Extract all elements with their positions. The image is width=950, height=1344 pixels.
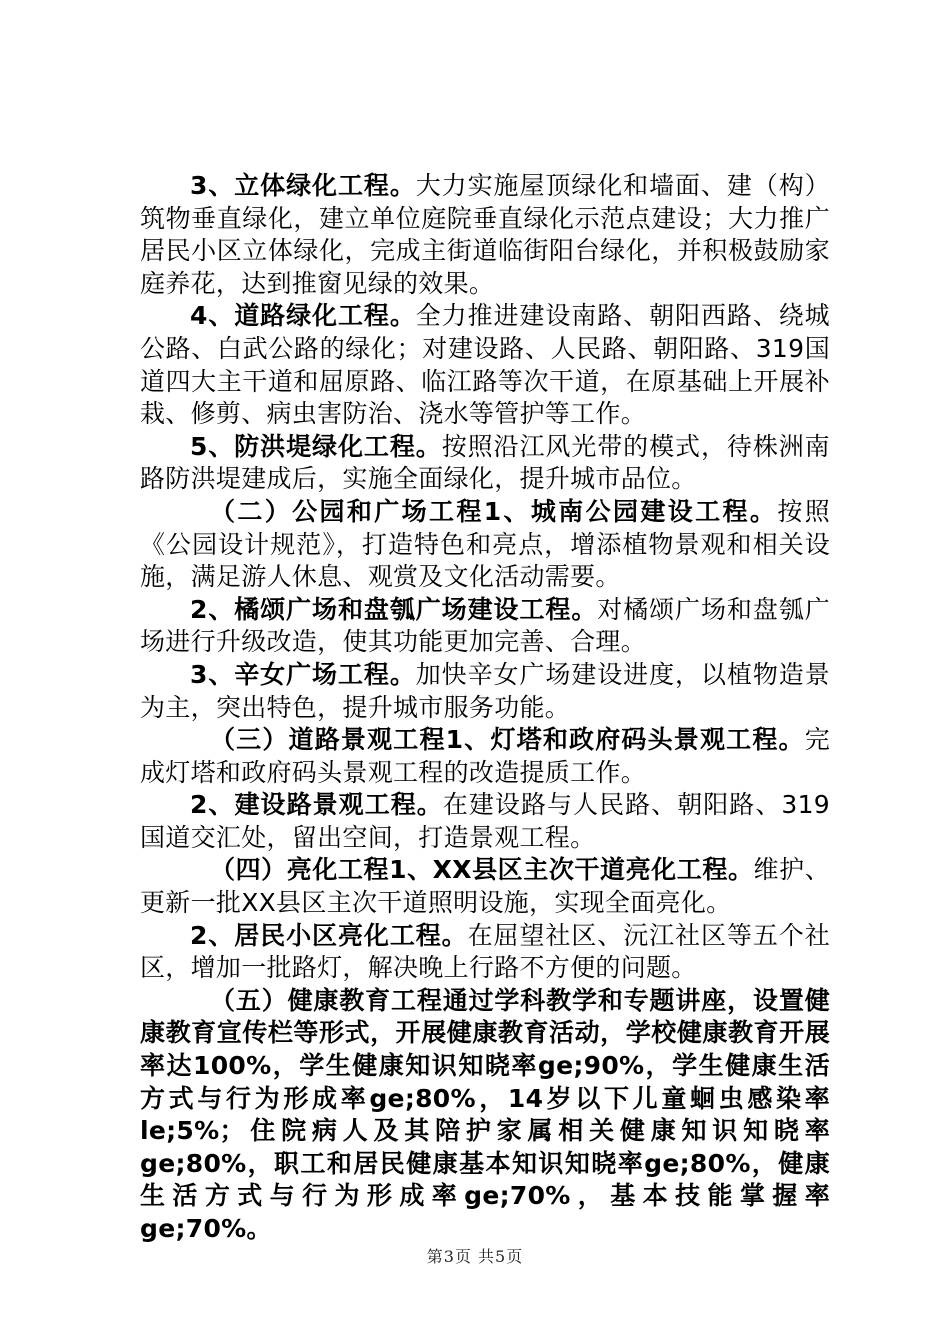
paragraph-heading: 4、道路绿化工程。 [190, 301, 416, 331]
paragraph-3d-greening [140, 170, 830, 300]
paragraph-xinnv-square [140, 659, 830, 724]
paragraph-text: 全力推进建设南路、朝阳西路、绕城公路、白武公路的绿化；对建设路、人民路、朝阳路、319国道四大主干道和屈原路、临江路等次干道，在原基础上开展补栽、修剪、病虫害防治、浇水等管护等工作。 [140, 301, 830, 429]
paragraph-text: 在建设路与人民路、朝阳路、319国道交汇处，留出空间，打造景观工程。 [140, 790, 830, 852]
paragraph-levee-greening [140, 431, 830, 496]
paragraph-community-lighting [140, 920, 830, 985]
paragraph-heading: （四）亮化工程1、XX县区主次干道亮化工程。 [210, 855, 754, 885]
paragraph-text: 加快辛女广场建设进度，以植物造景为主，突出特色，提升城市服务功能。 [140, 659, 830, 722]
paragraph-park-square [140, 496, 830, 594]
page-footer: 第3页 共5页 [426, 1247, 524, 1266]
paragraph-heading: 3、辛女广场工程。 [190, 659, 416, 689]
paragraph-text: 大力实施屋顶绿化和墙面、建（构）筑物垂直绿化，建立单位庭院垂直绿化示范点建设；大力推广居民小区立体绿化，完成主街道临街阳台绿化，并积极鼓励家庭养花，达到推窗见绿的效果。 [140, 171, 830, 298]
paragraph-heading: （三）道路景观工程1、灯塔和政府码头景观工程。 [210, 725, 805, 755]
document-body [140, 170, 830, 1246]
paragraph-road-landscape [140, 724, 830, 789]
paragraph-text: 维护、更新一批XX县区主次干道照明设施，实现全面亮化。 [140, 855, 831, 918]
paragraph-text: 按照《公园设计规范》，打造特色和亮点，增添植物景观和相关设施，满足游人休息、观赏及文化活动需要。 [140, 496, 830, 592]
paragraph-heading: 2、居民小区亮化工程。 [190, 920, 468, 950]
paragraph-text: 按照沿江风光带的模式，待株洲南路防洪堤建成后，实施全面绿化，提升城市品位。 [140, 431, 830, 494]
paragraph-jianshe-road [140, 789, 830, 854]
paragraph-heading: （二）公园和广场工程1、城南公园建设工程。 [210, 496, 778, 526]
paragraph-juesong-square [140, 594, 830, 659]
paragraph-heading: 2、建设路景观工程。 [190, 790, 443, 820]
paragraph-text: 完成灯塔和政府码头景观工程的改造提质工作。 [140, 725, 830, 787]
paragraph-lighting [140, 854, 830, 919]
paragraph-road-greening [140, 300, 830, 430]
paragraph-text: 对橘颂广场和盘瓠广场进行升级改造，使其功能更加完善、合理。 [140, 594, 830, 657]
paragraph-health-education [140, 985, 830, 1246]
paragraph-heading: 2、橘颂广场和盘瓠广场建设工程。 [190, 594, 598, 624]
paragraph-heading: 3、立体绿化工程。 [190, 171, 416, 200]
paragraph-heading: 5、防洪堤绿化工程。 [190, 431, 442, 461]
paragraph-heading: （五）健康教育工程通过学科教学和专题讲座，设置健康教育宣传栏等形式，开展健康教育活动，学校健康教育开展率达100%，学生健康知识知晓率ge;90%，学生健康生活方式与行为形成率ge;80%，14岁以下儿童蛔虫感染率le;5%；住院病人及其陪护家属相关健康知识知晓率ge;80%，职工和居民健康基本知识知晓率ge;80%，健康生活方式与行为形成率ge;70%，基本技能掌握率ge;70%。 [140, 985, 830, 1243]
paragraph-text: 在屈望社区、沅江社区等五个社区，增加一批路灯，解决晚上行路不方便的问题。 [140, 920, 831, 983]
